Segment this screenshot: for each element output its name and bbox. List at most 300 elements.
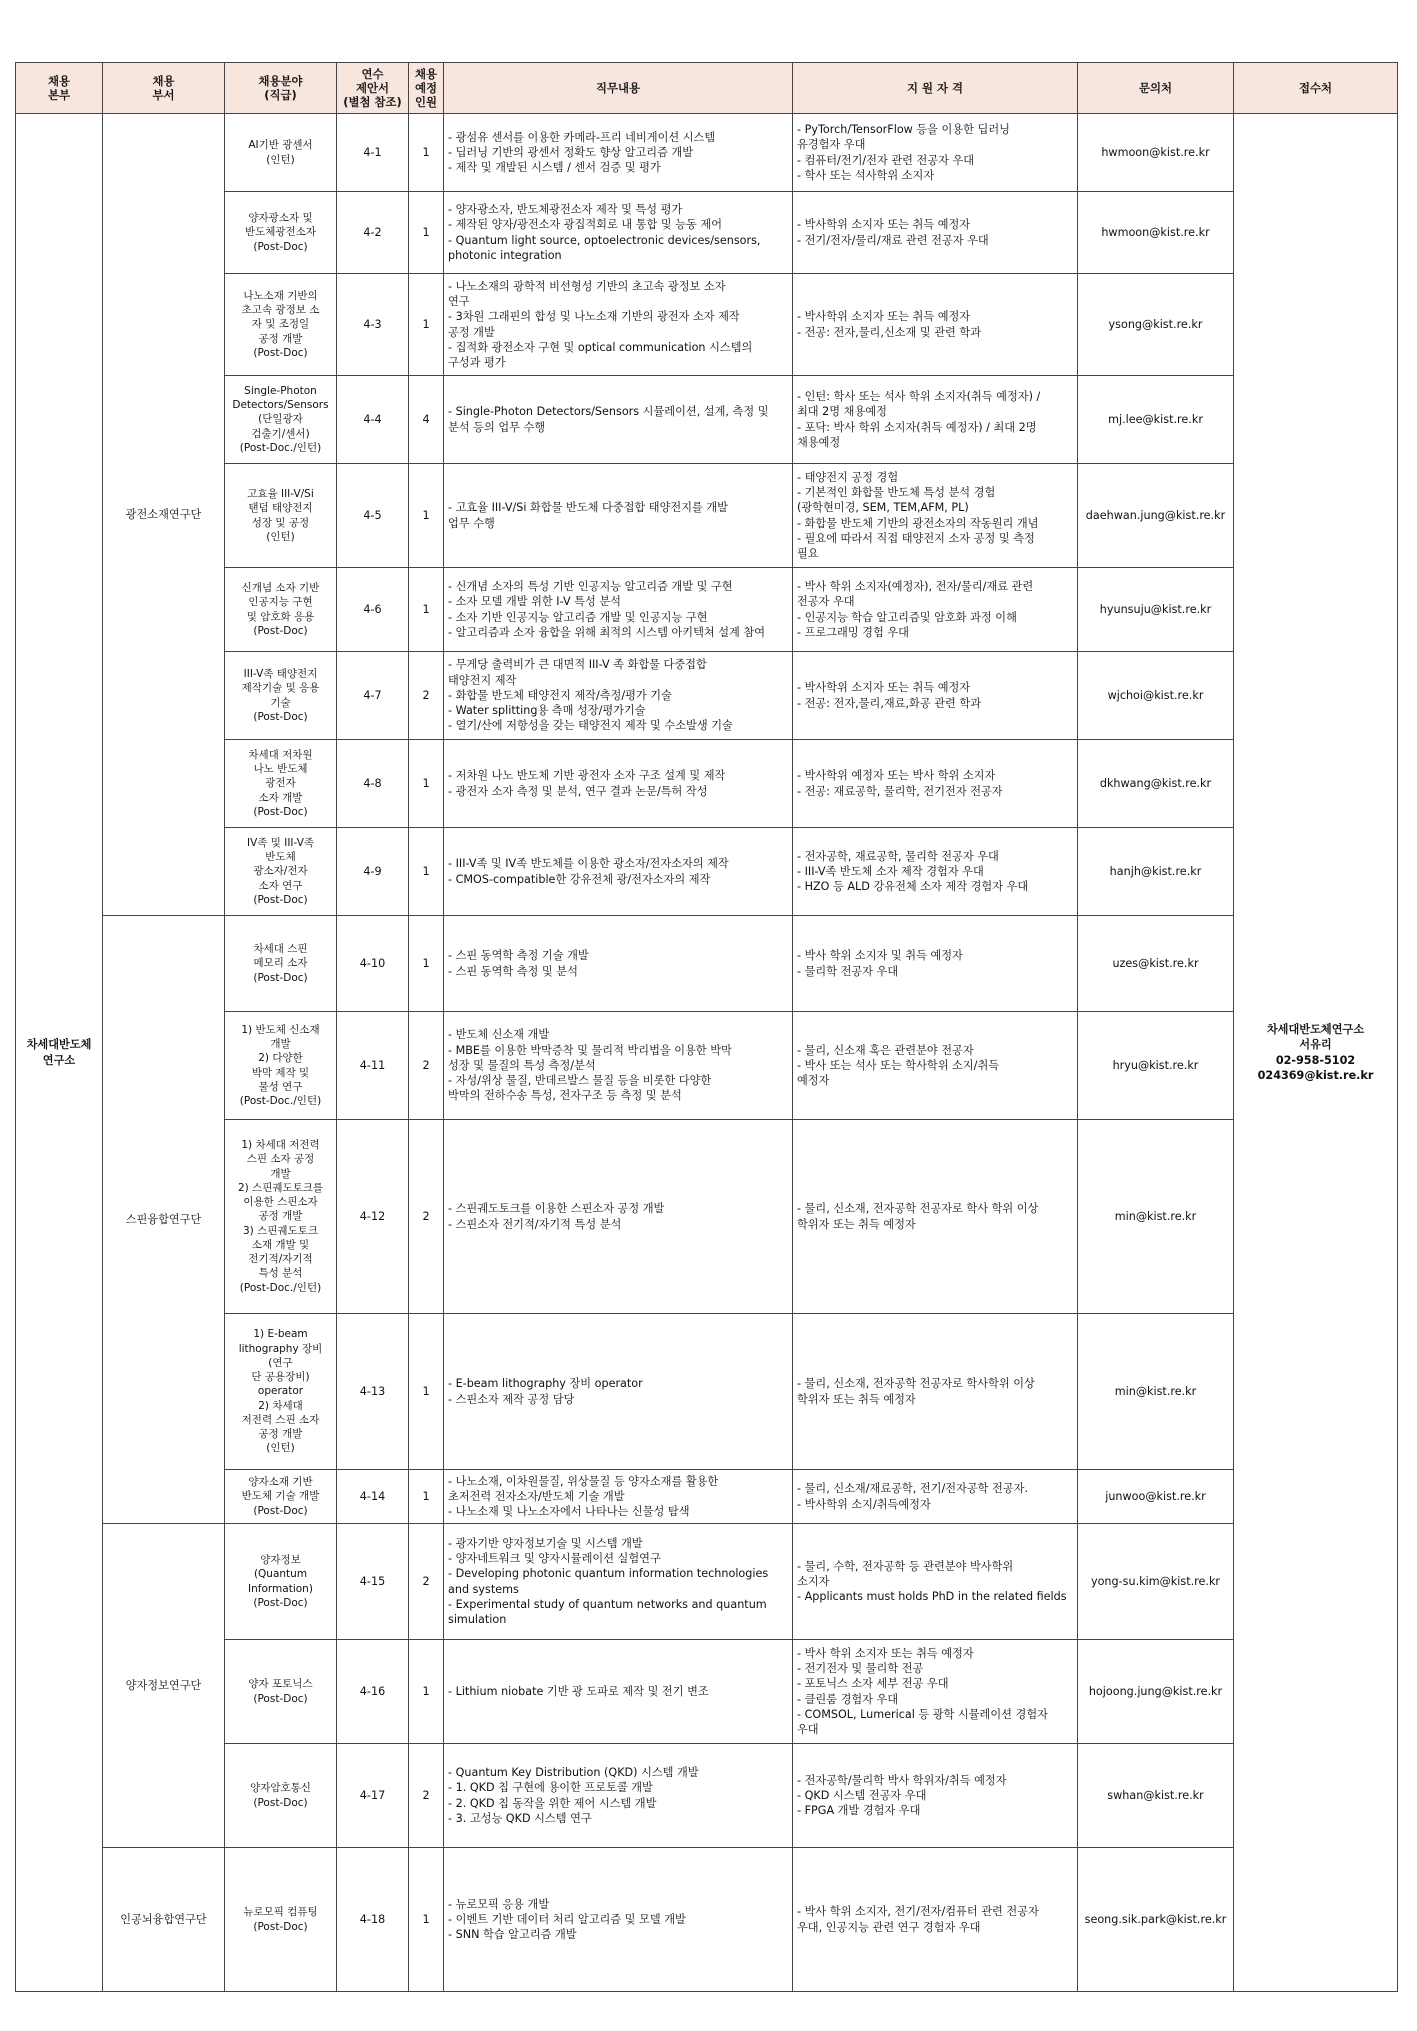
duty-line: - 광전자 소자 측정 및 분석, 연구 결과 논문/특허 작성 <box>448 784 708 798</box>
duty-line: - 딥러닝 기반의 광센서 정확도 향상 알고리즘 개발 <box>448 145 694 159</box>
duty-line: 분석 등의 업무 수행 <box>448 420 546 434</box>
header-field <box>225 63 337 114</box>
qualification-line: - 화합물 반도체 기반의 광전소자의 작동원리 개념 <box>797 516 1039 530</box>
qualification-line: - HZO 등 ALD 강유전체 소자 제작 경험자 우대 <box>797 880 1029 894</box>
field-line: (단일광자 <box>258 413 303 426</box>
duty-line: - 나노소재의 광학적 비선형성 기반의 초고속 광정보 소자 <box>448 279 726 293</box>
field-line: 스핀 소자 공정 <box>246 1153 315 1166</box>
qualification-cell <box>793 376 1078 464</box>
field-cell <box>225 1314 337 1470</box>
duty-line: - 소자 모델 개발 위한 I-V 특성 분석 <box>448 595 621 609</box>
field-line: (Post-Doc) <box>253 1504 308 1517</box>
field-line: 공정 개발 <box>258 1428 303 1441</box>
proposal-cell: 4-15 <box>337 1524 409 1640</box>
duty-line: - Lithium niobate 기반 광 도파로 제작 및 전기 변조 <box>448 1684 709 1698</box>
qualification-cell <box>793 1314 1078 1470</box>
duty-line: - E-beam lithography 장비 operator <box>448 1377 643 1391</box>
duty-line: - 고효율 III-V/Si 화합물 반도체 다중접합 태양전지를 개발 <box>448 501 728 515</box>
field-line: 이용한 스핀소자 <box>243 1196 318 1209</box>
header-line: 지 원 자 격 <box>907 80 963 95</box>
duty-line: and systems <box>448 1582 519 1596</box>
qualification-line: - 태양전지 공정 경험 <box>797 470 899 484</box>
duties-cell <box>444 1314 793 1470</box>
field-cell <box>225 376 337 464</box>
field-line: 나노소재 기반의 <box>243 289 318 302</box>
contact-email[interactable]: hojoong.jung@kist.re.kr <box>1078 1640 1234 1744</box>
division-cell <box>16 114 103 1992</box>
qualification-line: - Applicants must holds PhD in the related fields <box>797 1590 1067 1604</box>
field-line: 양자 포토닉스 <box>248 1678 313 1691</box>
duty-line: - 자성/위상 물질, 반데르발스 물질 등을 비롯한 다양한 <box>448 1074 712 1088</box>
qualification-line: - FPGA 개발 경험자 우대 <box>797 1804 921 1818</box>
qualification-line: - 전공: 전자,물리,신소재 및 관련 학과 <box>797 325 981 339</box>
contact-email[interactable]: daehwan.jung@kist.re.kr <box>1078 464 1234 568</box>
contact-email[interactable]: hryu@kist.re.kr <box>1078 1012 1234 1120</box>
field-line: (Post-Doc) <box>253 1692 308 1705</box>
reception-line: 차세대반도체연구소 <box>1266 1023 1365 1037</box>
department-cell: 광전소재연구단 <box>103 114 225 916</box>
duties-cell <box>444 828 793 916</box>
field-line: (인턴) <box>266 1442 295 1455</box>
field-line: (Post-Doc) <box>253 805 308 818</box>
qualification-line: - 박사학위 소지자 또는 취득 예정자 <box>797 681 971 695</box>
qualification-line: - 기본적인 화합물 반도체 특성 분석 경험 <box>797 486 996 500</box>
field-line: 개발 <box>270 1037 291 1050</box>
qualification-cell <box>793 568 1078 652</box>
contact-email[interactable]: dkhwang@kist.re.kr <box>1078 740 1234 828</box>
contact-email[interactable]: yong-su.kim@kist.re.kr <box>1078 1524 1234 1640</box>
header-line: 연수 <box>361 66 384 81</box>
field-line: 공정 개발 <box>258 332 303 345</box>
qualification-line: - 인공지능 학습 알고리즘및 암호화 과정 이해 <box>797 610 1017 624</box>
reception-line: 024369@kist.re.kr <box>1257 1068 1374 1082</box>
qualification-line: - 컴퓨터/전기/전자 관련 전공자 우대 <box>797 153 975 167</box>
field-line: III-V족 태양전지 <box>243 667 318 680</box>
header-line: 접수처 <box>1298 80 1332 95</box>
duty-line: - 나노소재, 이차원물질, 위상물질 등 양자소재를 활용한 <box>448 1474 719 1488</box>
field-line: (Post-Doc) <box>253 1596 308 1609</box>
field-line: 고효율 III-V/Si <box>247 487 314 500</box>
qualification-line: - 박사학위 소지자 또는 취득 예정자 <box>797 310 971 324</box>
field-line: 기술 <box>270 696 291 709</box>
header-line: 채용 <box>47 73 70 88</box>
duty-line: - III-V족 및 IV족 반도체를 이용한 광소자/전자소자의 제작 <box>448 857 729 871</box>
division-line: 차세대반도체 <box>26 1038 92 1052</box>
duty-line: - SNN 학습 알고리즘 개발 <box>448 1928 577 1942</box>
proposal-cell: 4-18 <box>337 1848 409 1992</box>
count-cell: 2 <box>409 1744 444 1848</box>
field-line: 반도체광전소자 <box>244 226 316 239</box>
field-line: (Post-Doc) <box>253 710 308 723</box>
field-cell <box>225 652 337 740</box>
proposal-cell: 4-16 <box>337 1640 409 1744</box>
proposal-cell: 4-7 <box>337 652 409 740</box>
duty-line: simulation <box>448 1612 507 1626</box>
qualification-line: 최대 2명 채용예정 <box>797 405 887 419</box>
proposal-cell: 4-3 <box>337 274 409 376</box>
field-line: 자 및 조정일 <box>251 318 310 331</box>
duty-line: - Quantum Key Distribution (QKD) 시스템 개발 <box>448 1766 699 1780</box>
field-line: 2) 다양한 <box>258 1052 303 1065</box>
qualification-cell <box>793 1012 1078 1120</box>
duties-cell <box>444 1470 793 1524</box>
qualification-line: - 물리, 신소재 혹은 관련분야 전공자 <box>797 1043 974 1057</box>
duty-line: - 제작 및 개발된 시스템 / 센서 검증 및 평가 <box>448 161 661 175</box>
field-cell <box>225 192 337 274</box>
header-contact <box>1078 63 1234 114</box>
duty-line: 태양전지 제작 <box>448 673 517 687</box>
duty-line: - 3차원 그래핀의 합성 및 나노소재 기반의 광전자 소자 제작 <box>448 310 740 324</box>
qualification-line: - COMSOL, Lumerical 등 광학 시뮬레이션 경험자 <box>797 1707 1048 1721</box>
duty-line: - Single-Photon Detectors/Sensors 시뮬레이션, 설계, 측정 및 <box>448 405 769 419</box>
qualification-line: - 학사 또는 석사학위 소지자 <box>797 168 935 182</box>
header-proposal <box>337 63 409 114</box>
header-duties <box>444 63 793 114</box>
duties-cell <box>444 740 793 828</box>
proposal-cell: 4-14 <box>337 1470 409 1524</box>
field-cell <box>225 568 337 652</box>
duty-line: - 양자네트워크 및 양자시뮬레이션 실험연구 <box>448 1552 661 1566</box>
contact-email[interactable]: min@kist.re.kr <box>1078 1314 1234 1470</box>
count-cell: 1 <box>409 114 444 192</box>
duty-line: - 뉴로모픽 응용 개발 <box>448 1897 550 1911</box>
proposal-cell: 4-9 <box>337 828 409 916</box>
field-line: 검출기/센서) <box>251 427 310 440</box>
qualification-line: - 포토닉스 소자 세부 전공 우대 <box>797 1677 949 1691</box>
qualification-line: - 물리학 전공자 우대 <box>797 964 899 978</box>
duty-line: - 광섬유 센서를 이용한 카메라-프리 네비게이션 시스템 <box>448 130 716 144</box>
field-line: (Post-Doc) <box>253 1796 308 1809</box>
header-line: 부서 <box>152 88 175 102</box>
division-line: 연구소 <box>42 1053 76 1067</box>
duties-cell <box>444 568 793 652</box>
qualification-cell <box>793 828 1078 916</box>
field-line: Information) <box>248 1582 313 1595</box>
duties-cell <box>444 1524 793 1640</box>
qualification-line: - 필요에 따라서 직접 태양전지 소자 공정 및 측정 <box>797 531 1035 545</box>
qualification-line: 학위자 또는 취득 예정자 <box>797 1392 916 1406</box>
qualification-cell <box>793 1470 1078 1524</box>
qualification-cell <box>793 274 1078 376</box>
field-line: lithography 장비 <box>238 1342 323 1355</box>
duty-line: - 스핀궤도토크를 이용한 스핀소자 공정 개발 <box>448 1202 665 1216</box>
proposal-cell: 4-11 <box>337 1012 409 1120</box>
field-line: 양자광소자 및 <box>248 212 313 225</box>
qualification-line: - III-V족 반도체 소자 제작 경험자 우대 <box>797 864 984 878</box>
field-cell <box>225 740 337 828</box>
header-reception <box>1234 63 1398 114</box>
duty-line: 성장 및 물질의 특성 측정/분석 <box>448 1058 596 1072</box>
qualification-line: - 클린룸 경험자 우대 <box>797 1692 899 1706</box>
duty-line: 공정 개발 <box>448 325 495 339</box>
duty-line: - 집적화 광전소자 구현 및 optical communication 시스템의 <box>448 340 753 354</box>
duty-line: 박막의 전하수송 특성, 전자구조 등 측정 및 분석 <box>448 1089 682 1103</box>
reception-line: 02-958-5102 <box>1275 1053 1356 1067</box>
field-line: 소자 개발 <box>258 791 303 804</box>
header-line: (직급) <box>264 88 297 102</box>
field-cell <box>225 1524 337 1640</box>
contact-email[interactable]: hanjh@kist.re.kr <box>1078 828 1234 916</box>
qualification-line: - 전자공학, 재료공학, 물리학 전공자 우대 <box>797 849 999 863</box>
field-line: Detectors/Sensors <box>232 399 329 412</box>
duty-line: - 스핀 동역학 측정 및 분석 <box>448 964 578 978</box>
qualification-line: - 물리, 신소재, 전자공학 전공자로 학사학위 이상 <box>797 1377 1035 1391</box>
header-line: 예정 <box>414 80 437 95</box>
field-cell <box>225 1744 337 1848</box>
qualification-line: - 박사 학위 소지자 또는 취득 예정자 <box>797 1646 974 1660</box>
qualification-line: - 포닥: 박사 학위 소지자(취득 예정자) / 최대 2명 <box>797 420 1037 434</box>
field-line: 나노 반도체 <box>253 763 308 776</box>
duty-line: 연구 <box>448 295 470 309</box>
department-cell: 스핀융합연구단 <box>103 916 225 1524</box>
duty-line: - 알고리즘과 소자 융합을 위해 최적의 시스템 아키텍쳐 설계 참여 <box>448 625 766 639</box>
field-line: (Post-Doc) <box>253 240 308 253</box>
field-line: 1) 차세대 저전력 <box>241 1139 320 1152</box>
duties-cell <box>444 274 793 376</box>
duties-cell <box>444 652 793 740</box>
field-line: (Post-Doc) <box>253 624 308 637</box>
field-line: 차세대 저차원 <box>248 748 313 761</box>
count-cell: 1 <box>409 1314 444 1470</box>
field-line: 양자소재 기반 <box>248 1476 313 1489</box>
field-line: (Post-Doc./인턴) <box>239 1095 322 1108</box>
proposal-cell: 4-13 <box>337 1314 409 1470</box>
contact-email[interactable]: ysong@kist.re.kr <box>1078 274 1234 376</box>
duty-line: - 화합물 반도체 태양전지 제작/측정/평가 기술 <box>448 688 672 702</box>
field-line: (인턴) <box>266 153 295 166</box>
contact-email[interactable]: junwoo@kist.re.kr <box>1078 1470 1234 1524</box>
count-cell: 1 <box>409 916 444 1012</box>
qualification-cell <box>793 1524 1078 1640</box>
field-line: 성장 및 공정 <box>251 516 310 529</box>
duty-line: - 스핀소자 전기적/자기적 특성 분석 <box>448 1217 622 1231</box>
qualification-cell <box>793 192 1078 274</box>
contact-email[interactable]: wjchoi@kist.re.kr <box>1078 652 1234 740</box>
qualification-line: - PyTorch/TensorFlow 등을 이용한 딥러닝 <box>797 123 1010 137</box>
qualification-line: 우대, 인공지능 관련 연구 경험자 우대 <box>797 1920 981 1934</box>
qualification-line: - 물리, 신소재, 전자공학 전공자로 학사 학위 이상 <box>797 1202 1039 1216</box>
duty-line: - 2. QKD 칩 동작을 위한 제어 시스템 개발 <box>448 1796 657 1810</box>
duties-cell <box>444 114 793 192</box>
table-row <box>16 916 1398 1012</box>
field-cell <box>225 1848 337 1992</box>
count-cell: 1 <box>409 274 444 376</box>
qualification-line: 우대 <box>797 1722 819 1736</box>
qualification-line: - 물리, 수학, 전자공학 등 관련분야 박사학위 <box>797 1559 1014 1573</box>
count-cell: 2 <box>409 1012 444 1120</box>
field-line: 초고속 광정보 소 <box>241 304 320 317</box>
qualification-line: - 박사 학위 소지자(예정자), 전자/물리/재료 관련 <box>797 580 1034 594</box>
field-line: (Post-Doc) <box>253 1920 308 1933</box>
duty-line: - Experimental study of quantum networks and quantum <box>448 1597 767 1611</box>
field-line: 및 암호화 응용 <box>246 610 315 623</box>
field-line: 반도체 기술 개발 <box>241 1490 320 1503</box>
qualification-line: 필요 <box>797 546 819 560</box>
duty-line: photonic integration <box>448 248 562 262</box>
duty-line: 업무 수행 <box>448 516 495 530</box>
count-cell: 4 <box>409 376 444 464</box>
qualification-line: - 박사학위 예정자 또는 박사 학위 소지자 <box>797 769 996 783</box>
qualification-line: 전공자 우대 <box>797 595 855 609</box>
contact-email[interactable]: uzes@kist.re.kr <box>1078 916 1234 1012</box>
duty-line: - 스핀소자 제작 공정 담당 <box>448 1392 575 1406</box>
field-line: (Post-Doc./인턴) <box>239 441 322 454</box>
qualification-cell <box>793 652 1078 740</box>
table-body <box>16 114 1398 1992</box>
proposal-cell: 4-10 <box>337 916 409 1012</box>
field-line: 양자암호통신 <box>250 1782 311 1795</box>
duties-cell <box>444 464 793 568</box>
count-cell: 1 <box>409 1848 444 1992</box>
field-line: (Post-Doc./인턴) <box>239 1281 322 1294</box>
field-cell <box>225 114 337 192</box>
header-line: 채용 <box>414 66 437 81</box>
field-line: 2) 차세대 <box>258 1399 303 1412</box>
qualification-line: - 전자공학/물리학 박사 학위자/취득 예정자 <box>797 1773 1007 1787</box>
contact-email[interactable]: mj.lee@kist.re.kr <box>1078 376 1234 464</box>
qualification-line: - 전공: 재료공학, 물리학, 전기전자 전공자 <box>797 784 1003 798</box>
reception-cell <box>1234 114 1398 1992</box>
duties-cell <box>444 1848 793 1992</box>
field-line: 1) E-beam <box>253 1328 308 1341</box>
duty-line: - 소자 기반 인공지능 알고리즘 개발 및 인공지능 구현 <box>448 610 708 624</box>
qualification-line: 소지자 <box>797 1574 830 1588</box>
qualification-cell <box>793 916 1078 1012</box>
field-line: (인턴) <box>266 530 295 543</box>
duty-line: - MBE를 이용한 박막증착 및 물리적 박리법을 이용한 박막 <box>448 1043 732 1057</box>
contact-email[interactable]: seong.sik.park@kist.re.kr <box>1078 1848 1234 1992</box>
field-line: 메모리 소자 <box>253 957 308 970</box>
count-cell: 1 <box>409 740 444 828</box>
duties-cell <box>444 1120 793 1314</box>
header-row <box>16 63 1398 114</box>
duties-cell <box>444 376 793 464</box>
header-count <box>409 63 444 114</box>
field-line: 제작기술 및 응용 <box>241 682 320 695</box>
proposal-cell: 4-1 <box>337 114 409 192</box>
field-line: 공정 개발 <box>258 1210 303 1223</box>
qualification-line: (광학현미경, SEM, TEM,AFM, PL) <box>797 501 969 515</box>
duty-line: - Developing photonic quantum information technologies <box>448 1567 769 1581</box>
qualification-cell <box>793 1848 1078 1992</box>
duty-line: - CMOS-compatible한 강유전체 광/전자소자의 제작 <box>448 872 711 886</box>
contact-email[interactable]: min@kist.re.kr <box>1078 1120 1234 1314</box>
count-cell: 1 <box>409 464 444 568</box>
duties-cell <box>444 1012 793 1120</box>
field-line: (Post-Doc) <box>253 893 308 906</box>
qualification-line: - 박사학위 소지/취득예정자 <box>797 1497 931 1511</box>
duty-line: - 이벤트 기반 데이터 처리 알고리즘 및 모델 개발 <box>448 1912 686 1926</box>
table-row <box>16 1524 1398 1640</box>
proposal-cell: 4-8 <box>337 740 409 828</box>
field-line: 개발 <box>270 1167 291 1180</box>
duty-line: - 광자기반 양자정보기술 및 시스템 개발 <box>448 1536 643 1550</box>
reception-line: 서유리 <box>1299 1038 1332 1052</box>
duties-cell <box>444 916 793 1012</box>
field-line: (연구 <box>268 1356 293 1369</box>
count-cell: 1 <box>409 1640 444 1744</box>
duty-line: 초저전력 전자소자/반도체 기술 개발 <box>448 1489 625 1503</box>
field-cell <box>225 464 337 568</box>
qualification-cell <box>793 1640 1078 1744</box>
contact-email[interactable]: hyunsuju@kist.re.kr <box>1078 568 1234 652</box>
header-division <box>16 63 103 114</box>
proposal-cell: 4-2 <box>337 192 409 274</box>
field-line: 3) 스핀궤도토크 <box>243 1224 318 1237</box>
qualification-line: - 물리, 신소재/재료공학, 전기/전자공학 전공자. <box>797 1482 1028 1496</box>
header-line: 채용분야 <box>258 73 303 88</box>
duties-cell <box>444 1640 793 1744</box>
field-line: 물성 연구 <box>258 1080 303 1093</box>
field-cell <box>225 1012 337 1120</box>
header-line: 제안서 <box>355 80 389 95</box>
proposal-cell: 4-5 <box>337 464 409 568</box>
field-line: 특성 분석 <box>258 1267 303 1280</box>
duty-line: - 무게당 출력비가 큰 대면적 III-V 족 화합물 다중접합 <box>448 658 707 672</box>
duties-cell <box>444 192 793 274</box>
qualification-line: - 박사학위 소지자 또는 취득 예정자 <box>797 218 971 232</box>
field-line: 광소자/전자 <box>253 865 308 878</box>
duty-line: - Water splitting용 측매 성장/평가기술 <box>448 704 646 718</box>
field-line: 소자 연구 <box>258 879 303 892</box>
qualification-cell <box>793 740 1078 828</box>
qualification-line: - 전공: 전자,물리,재료,화공 관련 학과 <box>797 696 981 710</box>
qualification-line: - 박사 학위 소지자, 전기/전자/컴퓨터 관련 전공자 <box>797 1905 1039 1919</box>
field-line: operator <box>257 1385 304 1398</box>
qualification-line: - 전기/전자/물리/재료 관련 전공자 우대 <box>797 233 989 247</box>
duty-line: 구성과 평가 <box>448 355 506 369</box>
qualification-line: 유경험자 우대 <box>797 138 866 152</box>
field-line: AI기반 광센서 <box>248 139 313 152</box>
field-line: 전기적/자기적 <box>248 1253 313 1266</box>
count-cell: 1 <box>409 568 444 652</box>
field-line: 인공지능 구현 <box>248 596 313 609</box>
duty-line: - 3. 고성능 QKD 시스템 연구 <box>448 1811 592 1825</box>
contact-email[interactable]: hwmoon@kist.re.kr <box>1078 192 1234 274</box>
count-cell: 2 <box>409 652 444 740</box>
field-cell <box>225 1640 337 1744</box>
field-line: Single-Photon <box>244 384 317 397</box>
header-line: (별첨 참조) <box>343 95 402 110</box>
proposal-cell: 4-17 <box>337 1744 409 1848</box>
field-cell <box>225 828 337 916</box>
contact-email[interactable]: hwmoon@kist.re.kr <box>1078 114 1234 192</box>
header-qualification <box>793 63 1078 114</box>
recruitment-table <box>15 62 1398 1992</box>
duty-line: - 반도체 신소재 개발 <box>448 1028 550 1042</box>
duty-line: - Quantum light source, optoelectronic devices/sensors, <box>448 233 761 247</box>
header-line: 채용 <box>152 73 175 88</box>
duty-line: - 제작된 양자/광전소자 광집적회로 내 통합 및 능동 제어 <box>448 218 723 232</box>
duty-line: - 양자광소자, 반도체광전소자 제작 및 특성 평가 <box>448 203 683 217</box>
field-cell <box>225 1470 337 1524</box>
count-cell: 1 <box>409 192 444 274</box>
qualification-line: - 전기전자 및 물리학 전공 <box>797 1662 924 1676</box>
contact-email[interactable]: swhan@kist.re.kr <box>1078 1744 1234 1848</box>
count-cell: 2 <box>409 1524 444 1640</box>
field-line: 단 공용장비) <box>251 1371 310 1384</box>
qualification-line: 예정자 <box>797 1074 830 1088</box>
duty-line: - 스핀 동역학 측정 기술 개발 <box>448 949 589 963</box>
count-cell: 1 <box>409 828 444 916</box>
table-row <box>16 1848 1398 1992</box>
field-line: 뉴로모픽 컴퓨팅 <box>243 1906 318 1919</box>
count-cell: 1 <box>409 1470 444 1524</box>
field-line: 반도체 <box>265 851 296 864</box>
field-line: 탠덤 태양전지 <box>248 502 313 515</box>
header-line: 직무내용 <box>595 80 640 95</box>
proposal-cell: 4-4 <box>337 376 409 464</box>
